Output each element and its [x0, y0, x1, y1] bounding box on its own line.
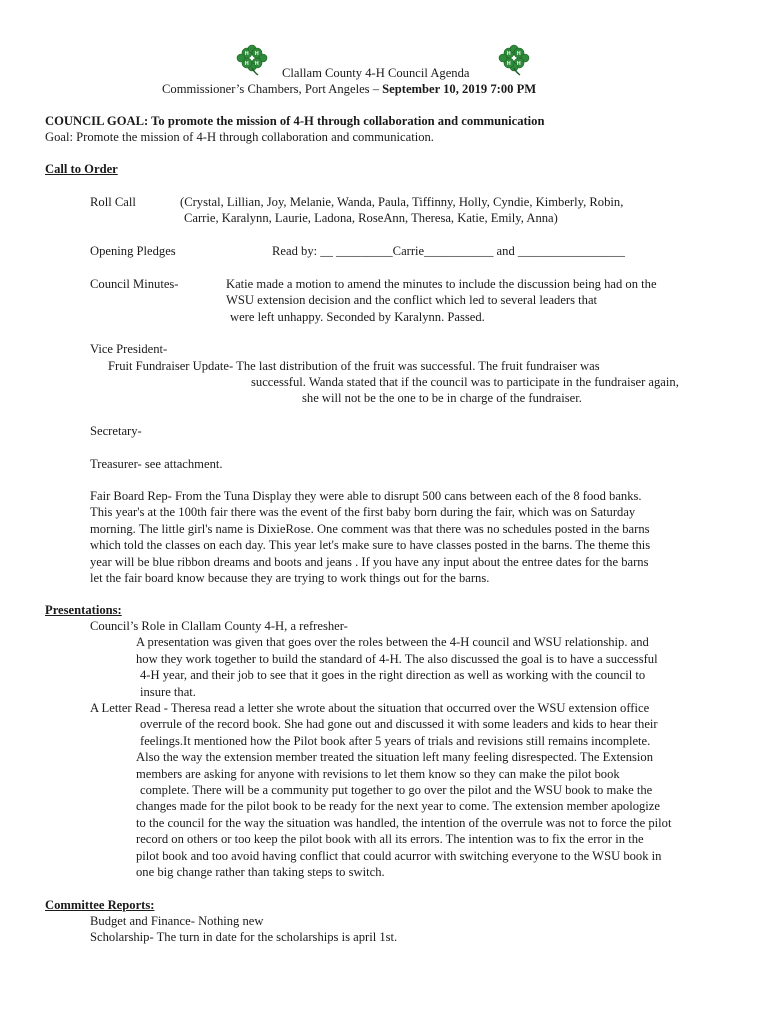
call-to-order-heading: Call to Order [45, 162, 118, 176]
fruit-fundraiser-line: successful. Wanda stated that if the council was to participate in the fundraiser again, [251, 375, 679, 389]
fair-board-line: which told the classes on each day. This year let's make sure to have classes posted in the barns. The theme this [90, 538, 651, 552]
council-role-line: insure that. [140, 685, 196, 699]
council-minutes-line: were left unhappy. Seconded by Karalynn. Passed. [230, 310, 485, 324]
goal-text: Goal: Promote the mission of 4-H through collaboration and communication. [45, 130, 434, 144]
svg-text:H: H [255, 51, 259, 57]
svg-text:H: H [507, 61, 511, 67]
letter-read-line: Also the way the extension member treated the situation left many feeling disrespected. The Extension [136, 750, 654, 764]
opening-pledges-readers: Read by: __ _________Carrie___________ and _________________ [272, 244, 625, 258]
letter-read-line: record on others or too keep the pilot book with all its errors. The intention was to fix the error in the [136, 832, 644, 846]
letter-read-line: pilot book and too avoid having conflict that could acurror with switching everyone to the WSU book in [136, 849, 662, 863]
letter-read-line: to the council for the way the situation was handled, the intention of the overrule was not to force the pilot [136, 816, 672, 830]
council-role-title: Council’s Role in Clallam County 4-H, a refresher- [90, 619, 348, 633]
fruit-fundraiser-line: Fruit Fundraiser Update- The last distribution of the fruit was successful. The fruit fundraiser was [108, 359, 600, 373]
svg-text:H: H [255, 61, 259, 67]
svg-text:H: H [245, 61, 249, 67]
letter-read-line: A Letter Read - Theresa read a letter she wrote about the situation that occurred over the WSU extension office [90, 701, 650, 715]
council-minutes-line: Katie made a motion to amend the minutes to include the discussion being had on the [226, 277, 657, 291]
four-h-clover-icon-right [498, 44, 530, 76]
roll-call-names-line: (Crystal, Lillian, Joy, Melanie, Wanda, Paula, Tiffinny, Holly, Cyndie, Kimberly, Robin, [180, 195, 624, 209]
fair-board-line: let the fair board know because they are trying to work things out for the barns. [90, 571, 490, 585]
meeting-location: Commissioner’s Chambers, Port Angeles – [162, 82, 383, 96]
agenda-title: Clallam County 4-H Council Agenda [282, 66, 470, 80]
letter-read-line: feelings.It mentioned how the Pilot book after 5 years of trials and revisions still remains incomplete. [140, 734, 651, 748]
committee-reports-heading: Committee Reports: [45, 898, 155, 912]
letter-read-line: members are asking for anyone with revisions to let them know so they can make the pilot book [136, 767, 620, 781]
council-role-line: A presentation was given that goes over the roles between the 4-H council and WSU relationship. and [136, 635, 649, 649]
roll-call-names-line: Carrie, Karalynn, Laurie, Ladona, RoseAnn, Theresa, Katie, Emily, Anna) [184, 211, 558, 225]
roll-call-label: Roll Call [90, 195, 136, 209]
fair-board-line: Fair Board Rep- From the Tuna Display they were able to disrupt 500 cans between each of the 8 food banks. [90, 489, 642, 503]
council-goal: COUNCIL GOAL: To promote the mission of 4-H through collaboration and communication [45, 114, 545, 128]
svg-text:H: H [517, 51, 521, 57]
treasurer-report: Treasurer- see attachment. [90, 457, 223, 471]
council-role-line: how they work together to build the standard of 4-H. The also discussed the goal is to have a successful [136, 652, 658, 666]
letter-read-line: overrule of the record book. She had gone out and discussed it with some leaders and kids to hear their [140, 717, 658, 731]
fair-board-line: morning. The little girl's name is DixieRose. One comment was that there was no schedules posted in the barns [90, 522, 650, 536]
vice-president-label: Vice President- [90, 342, 168, 356]
fair-board-line: year will be blue ribbon dreams and boots and jeans . If you have any input about the entree dates for the barns [90, 555, 649, 569]
council-role-line: 4-H year, and their job to see that it goes in the right direction as well as working with the council to [140, 668, 646, 682]
letter-read-line: complete. There will be a community put together to go over the pilot and the WSU book to make the [140, 783, 653, 797]
meeting-location-date [162, 81, 536, 97]
svg-text:H: H [507, 51, 511, 57]
four-h-clover-icon-left [236, 44, 268, 76]
letter-read-line: one big change rather than taking steps to switch. [136, 865, 385, 879]
svg-text:H: H [517, 61, 521, 67]
fruit-fundraiser-line: she will not be the one to be in charge of the fundraiser. [302, 391, 582, 405]
svg-text:H: H [245, 51, 249, 57]
council-minutes-line: WSU extension decision and the conflict which led to several leaders that [226, 293, 598, 307]
presentations-heading: Presentations: [45, 603, 122, 617]
fair-board-line: This year's at the 100th fair there was the event of the first baby born during the fair, which was on Saturday [90, 505, 636, 519]
meeting-datetime: September 10, 2019 7:00 PM [382, 82, 537, 96]
opening-pledges-label: Opening Pledges [90, 244, 176, 258]
council-minutes-label: Council Minutes- [90, 277, 179, 291]
letter-read-line: changes made for the pilot book to be ready for the next year to come. The extension member apologize [136, 799, 660, 813]
budget-finance-report: Budget and Finance- Nothing new [90, 914, 264, 928]
scholarship-report: Scholarship- The turn in date for the scholarships is april 1st. [90, 930, 398, 944]
secretary-label: Secretary- [90, 424, 142, 438]
